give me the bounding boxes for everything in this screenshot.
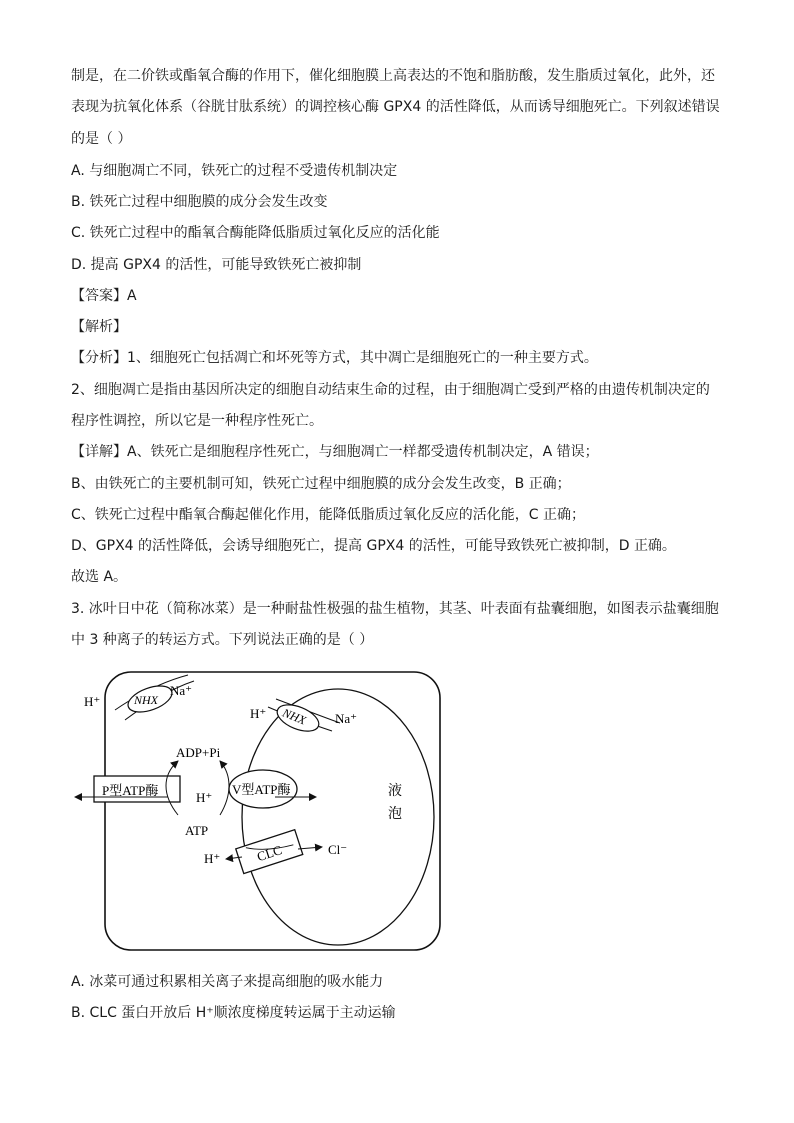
xiangjie-tag: 【详解】 bbox=[71, 444, 127, 460]
fenxi-text-1: 1、细胞死亡包括凋亡和坏死等方式，其中凋亡是细胞死亡的一种主要方式。 bbox=[127, 350, 598, 366]
h-plus-label-1: H⁺ bbox=[84, 694, 101, 709]
h-plus-label-3: H⁺ bbox=[204, 851, 221, 866]
vacuole-label-1: 液 bbox=[388, 784, 402, 799]
q2-xiangjie-line-1 bbox=[71, 442, 599, 462]
q2-option-a: A. 与细胞凋亡不同，铁死亡的过程不受遗传机制决定 bbox=[71, 163, 398, 179]
q3-option-a: A. 冰菜可通过积累相关离子来提高细胞的吸水能力 bbox=[71, 974, 384, 990]
q2-stem-line-3: 的是（ ） bbox=[71, 131, 132, 147]
q3-option-b: B. CLC 蛋白开放后 H⁺顺浓度梯度转运属于主动运输 bbox=[71, 1005, 396, 1021]
nhx-tonoplast bbox=[268, 699, 340, 736]
nhx-label-2: NHX bbox=[280, 705, 309, 728]
vacuole bbox=[242, 689, 434, 945]
nhx-label-1: NHX bbox=[134, 693, 158, 707]
h-plus-center: H⁺ bbox=[196, 790, 213, 805]
answer-value: A bbox=[127, 288, 137, 304]
xiangjie-text-1: A、铁死亡是细胞程序性死亡，与细胞凋亡一样都受遗传机制决定，A 错误； bbox=[127, 444, 599, 460]
q2-fenxi-line-2: 2、细胞凋亡是指由基因所决定的细胞自动结束生命的过程，由于细胞凋亡受到严格的由遗传机制决定的 bbox=[71, 382, 710, 398]
clc-label: CLC bbox=[255, 842, 284, 865]
q2-stem-line-2: 表现为抗氧化体系（谷胱甘肽系统）的调控核心酶 GPX4 的活性降低，从而诱导细胞死亡。下列叙述错误 bbox=[71, 99, 720, 115]
q2-xiangjie-line-4: D、GPX4 的活性降低，会诱导细胞死亡，提高 GPX4 的活性，可能导致铁死亡被抑制，D 正确。 bbox=[71, 538, 676, 554]
fenxi-tag: 【分析】 bbox=[71, 350, 127, 366]
na-plus-label-1: Na⁺ bbox=[170, 683, 193, 698]
q3-stem-line-1: 3. 冰叶日中花（简称冰菜）是一种耐盐性极强的盐生植物，其茎、叶表面有盐囊细胞，如图表示盐囊细胞 bbox=[71, 601, 719, 617]
q2-answer bbox=[71, 286, 137, 306]
vacuole-label-2: 泡 bbox=[388, 807, 402, 822]
q2-option-d: D. 提高 GPX4 的活性，可能导致铁死亡被抑制 bbox=[71, 257, 362, 273]
q3-stem-line-2: 中 3 种离子的转运方式。下列说法正确的是（ ） bbox=[71, 632, 374, 648]
salt-gland-cell-diagram bbox=[70, 665, 450, 955]
q2-option-c: C. 铁死亡过程中的酯氧合酶能降低脂质过氧化反应的活化能 bbox=[71, 225, 440, 241]
v-atpase-label: V型ATP酶 bbox=[232, 782, 291, 797]
q2-xiangjie-line-2: B、由铁死亡的主要机制可知，铁死亡过程中细胞膜的成分会发生改变，B 正确； bbox=[71, 476, 571, 492]
q2-analysis-tag: 【解析】 bbox=[71, 319, 127, 335]
p-atpase-label: P型ATP酶 bbox=[102, 783, 159, 798]
na-plus-label-2: Na⁺ bbox=[335, 711, 358, 726]
q2-conclusion: 故选 A。 bbox=[71, 569, 128, 585]
adp-pi-label-1: ADP+Pi bbox=[176, 745, 221, 760]
q2-stem-line-1: 制是，在二价铁或酯氧合酶的作用下，催化细胞膜上高表达的不饱和脂肪酸，发生脂质过氧化，此外，还 bbox=[71, 68, 715, 84]
q2-option-b: B. 铁死亡过程中细胞膜的成分会发生改变 bbox=[71, 194, 328, 210]
q2-fenxi-line-1 bbox=[71, 348, 598, 368]
clc-cl-arrow bbox=[298, 847, 322, 849]
atp-hydrolysis-arrow-v bbox=[220, 761, 229, 815]
answer-tag: 【答案】 bbox=[71, 288, 127, 304]
h-plus-label-2: H⁺ bbox=[250, 706, 267, 721]
q2-fenxi-line-3: 程序性调控，所以它是一种程序性死亡。 bbox=[71, 413, 323, 429]
atp-label-1: ATP bbox=[185, 823, 209, 838]
clc-channel bbox=[236, 830, 303, 874]
q2-xiangjie-line-3: C、铁死亡过程中酯氧合酶起催化作用，能降低脂质过氧化反应的活化能，C 正确； bbox=[71, 507, 585, 523]
cl-minus-label: Cl⁻ bbox=[328, 842, 348, 857]
